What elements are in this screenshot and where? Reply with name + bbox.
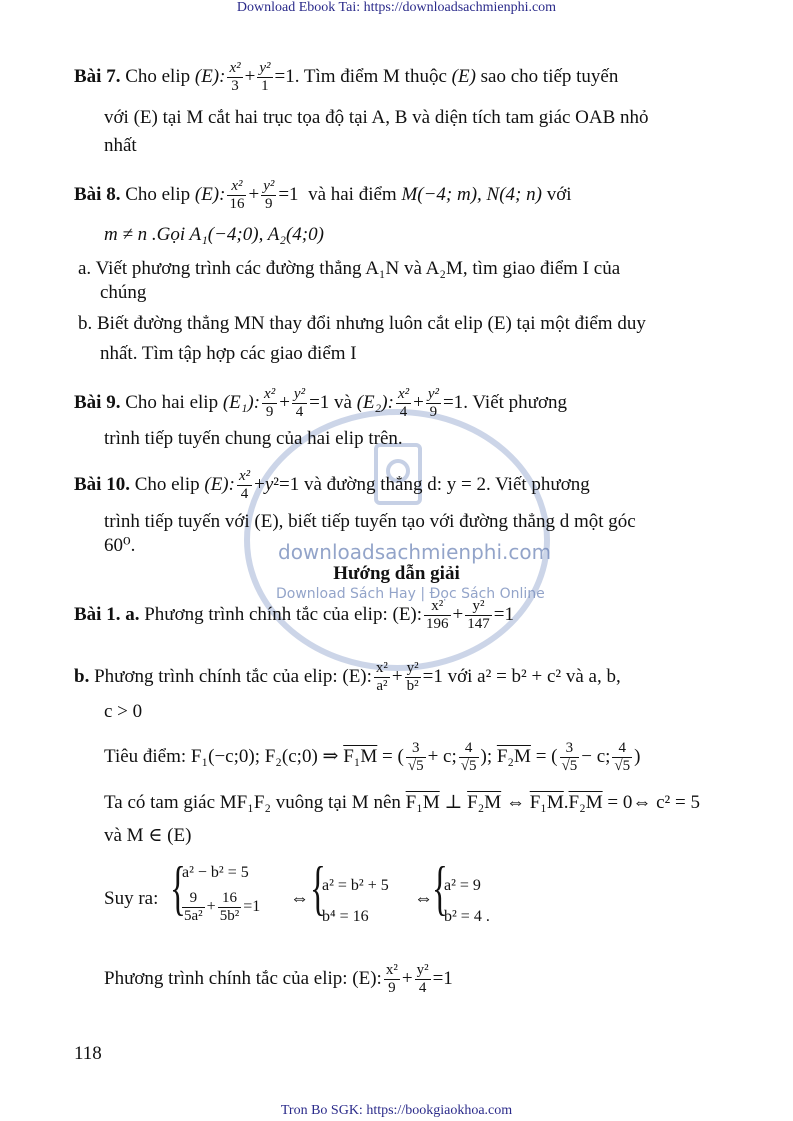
system2-eq2: b⁴ = 16: [322, 908, 369, 925]
bai9-line2: trình tiếp tuyến chung của hai elip trên.: [104, 428, 403, 449]
bai10-line1: Bài 10. Cho elip (E): $\frac{\text{x²}}{4}$ +y²=1 và đường thẳng d: y = 2. Viết phương: [74, 468, 590, 502]
solution-heading: Hướng dẫn giải: [333, 563, 460, 584]
sol1-b-cond2: c > 0: [104, 701, 143, 722]
page-header[interactable]: Download Ebook Tai: https://downloadsachmienphi.com: [236, 0, 557, 15]
sol1-foci: Tiêu điểm: F₁(−c;0); F₂(c;0) ⇒ F₁M = ( $\frac{3}{√5}$ + c; $\frac{4}{√5}$ ); F₂M = ( $\frac{3}{√5}$ − c; $\frac{4}{√5}$ ): [104, 740, 641, 774]
equiv-1: ⇔: [290, 888, 309, 909]
system2-eq1: a² = b² + 5: [322, 877, 389, 894]
bai8-line2: m ≠ n .Gọi A₁(−4;0), A₂(4;0): [104, 224, 324, 245]
brace-2: {: [310, 855, 326, 921]
bai10-line2: trình tiếp tuyến với (E), biết tiếp tuyến tạo với đường thẳng d một góc: [104, 511, 636, 532]
system1-eq2: $\frac{9}{\text{5a²}}$ + $\frac{16}{\text{5b²}}$ =1: [184, 890, 261, 924]
bai7-line3: nhất: [104, 135, 137, 156]
bai7-line1: Bài 7. Cho elip (E): $\frac{\text{x²}}{3}$ + $\frac{\text{y²}}{1}$ =1. Tìm điểm M thuộc (E) sao cho tiếp tuyến: [74, 60, 619, 94]
brace-1: {: [170, 855, 186, 921]
system1-eq1: a² − b² = 5: [182, 864, 249, 881]
bai9-line1: Bài 9. Cho hai elip (E₁): $\frac{\text{x²}}{9}$ + $\frac{\text{y²}}{4}$ =1 và (E₂): $\frac{\text{x²}}{4}$ + $\frac{\text{y²}}{9}$ =1. Viết phương: [74, 386, 568, 420]
sol1-va: và M ∈ (E): [104, 825, 192, 846]
bai8-b: b. Biết đường thẳng MN thay đổi nhưng luôn cắt elip (E) tại một điểm duy: [78, 313, 646, 334]
watermark-tagline: Download Sách Hay | Đọc Sách Online: [276, 586, 545, 602]
system3-eq2: b² = 4 .: [444, 908, 490, 925]
equiv-2: ⇔: [414, 888, 433, 909]
bai7-line2: với (E) tại M cắt hai trục tọa độ tại A, B và diện tích tam giác OAB nhỏ: [104, 107, 649, 128]
sol1-b: b. Phương trình chính tắc của elip: (E): $\frac{\text{x²}}{\text{a²}}$ + $\frac{\text{y²}}{\text{b²}}$ =1 với a² = b² + c² và a, b,: [74, 660, 621, 694]
page-footer[interactable]: Tron Bo SGK: https://bookgiaokhoa.com: [280, 1103, 513, 1118]
sol1-triangle: Ta có tam giác MF₁F₂ vuông tại M nên F₁M ⊥ F₂M ⇔ F₁M.F₂M = 0⇔ c² = 5: [104, 792, 700, 813]
bai8-a2: chúng: [100, 282, 147, 303]
bai8-a: a. Viết phương trình các đường thẳng A₁N và A₂M, tìm giao điểm I của: [78, 258, 621, 279]
sol1-final: Phương trình chính tắc của elip: (E): $\frac{\text{x²}}{9}$ + $\frac{\text{y²}}{4}$ =1: [104, 962, 453, 996]
system3-eq1: a² = 9: [444, 877, 481, 894]
sol1-a: Bài 1. a. Phương trình chính tắc của elip: (E): $\frac{\text{x²}}{196}$ + $\frac{\text{y²}}{147}$ =1: [74, 598, 514, 632]
page-number: 118: [74, 1043, 102, 1064]
bai7-label: Bài 7.: [74, 65, 121, 87]
bai8-b2: nhất. Tìm tập hợp các giao điểm I: [100, 343, 357, 364]
bai8-line1: Bài 8. Cho elip (E): $\frac{\text{x²}}{16}$ + $\frac{\text{y²}}{9}$ =1 và hai điểm M(−4; m), N(4; n) với: [74, 178, 572, 212]
brace-3: {: [432, 855, 448, 921]
watermark-site: downloadsachmienphi.com: [278, 540, 552, 564]
sol1-suy-ra: Suy ra:: [104, 888, 159, 909]
bai10-line3: 60⁰.: [104, 535, 136, 556]
